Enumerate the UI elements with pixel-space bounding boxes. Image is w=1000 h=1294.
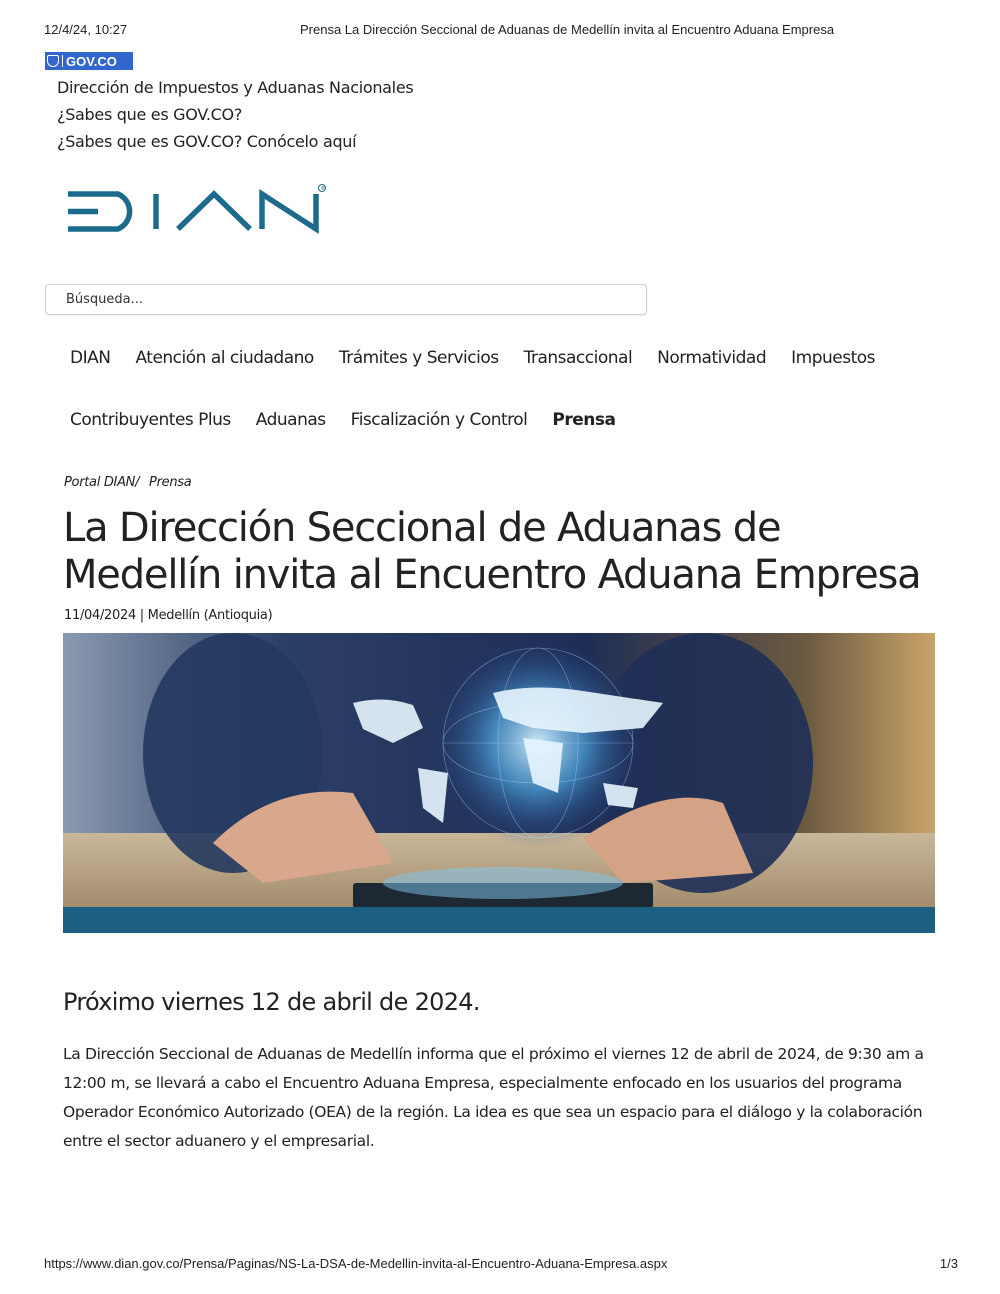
govco-label: GOV.CO (66, 53, 117, 69)
print-title: Prensa La Dirección Seccional de Aduanas de Medellín invita al Encuentro Aduana Empresa (300, 22, 835, 37)
article-subtitle: Próximo viernes 12 de abril de 2024. (63, 988, 480, 1016)
print-url: https://www.dian.gov.co/Prensa/Paginas/NS-La-DSA-de-Medellin-invita-al-Encuentro-Aduana-Empresa.aspx (44, 1256, 668, 1271)
search-input[interactable] (46, 285, 646, 314)
nav-item-contribuyentes-plus[interactable]: Contribuyentes Plus (70, 410, 231, 430)
banner-bar (63, 907, 935, 933)
nav-item-transaccional[interactable]: Transaccional (523, 348, 633, 368)
main-nav-row-2 (70, 410, 640, 430)
divider (62, 55, 63, 67)
nav-item-atencion[interactable]: Atención al ciudadano (135, 348, 314, 368)
govco-learn-more-link[interactable]: ¿Sabes que es GOV.CO? Conócelo aquí (57, 132, 357, 151)
entity-name[interactable]: Dirección de Impuestos y Aduanas Nacionales (57, 78, 414, 97)
shield-icon (47, 55, 59, 67)
nav-item-dian[interactable]: DIAN (70, 348, 111, 368)
govco-logo[interactable] (45, 52, 133, 70)
search-box[interactable] (45, 284, 647, 315)
dian-logo[interactable] (66, 182, 336, 238)
main-nav-row-1 (70, 348, 900, 368)
breadcrumb-prensa[interactable]: Prensa (149, 475, 192, 490)
article-body: La Dirección Seccional de Aduanas de Medellín informa que el próximo el viernes 12 de abril de 2024, de 9:30 am a 12:00 m, se llevará a cabo el Encuentro Aduana Empresa, especialmente enfocado en los usuarios del programa Operador Económico Autorizado (OEA) de la región. La idea es que sea un espacio para el diálogo y la colaboración entre el sector aduanero y el empresarial. (63, 1045, 924, 1150)
nav-item-impuestos[interactable]: Impuestos (791, 348, 876, 368)
article-title: La Dirección Seccional de Aduanas de Medellín invita al Encuentro Aduana Empresa (63, 505, 921, 598)
nav-item-aduanas[interactable]: Aduanas (255, 410, 326, 430)
breadcrumb (64, 475, 197, 490)
print-date: 12/4/24, 10:27 (44, 22, 128, 37)
registered-symbol: ® (320, 186, 326, 192)
nav-item-fiscalizacion[interactable]: Fiscalización y Control (350, 410, 528, 430)
nav-item-prensa[interactable]: Prensa (552, 410, 616, 430)
nav-item-tramites[interactable]: Trámites y Servicios (338, 348, 499, 368)
govco-question: ¿Sabes que es GOV.CO? (57, 105, 243, 124)
article-hero-image (63, 633, 935, 933)
nav-item-normatividad[interactable]: Normatividad (657, 348, 767, 368)
print-page-number: 1/3 (939, 1256, 958, 1271)
article-meta: 11/04/2024 | Medellín (Antioquia) (64, 608, 273, 623)
breadcrumb-portal-dian[interactable]: Portal DIAN/ (64, 475, 140, 490)
